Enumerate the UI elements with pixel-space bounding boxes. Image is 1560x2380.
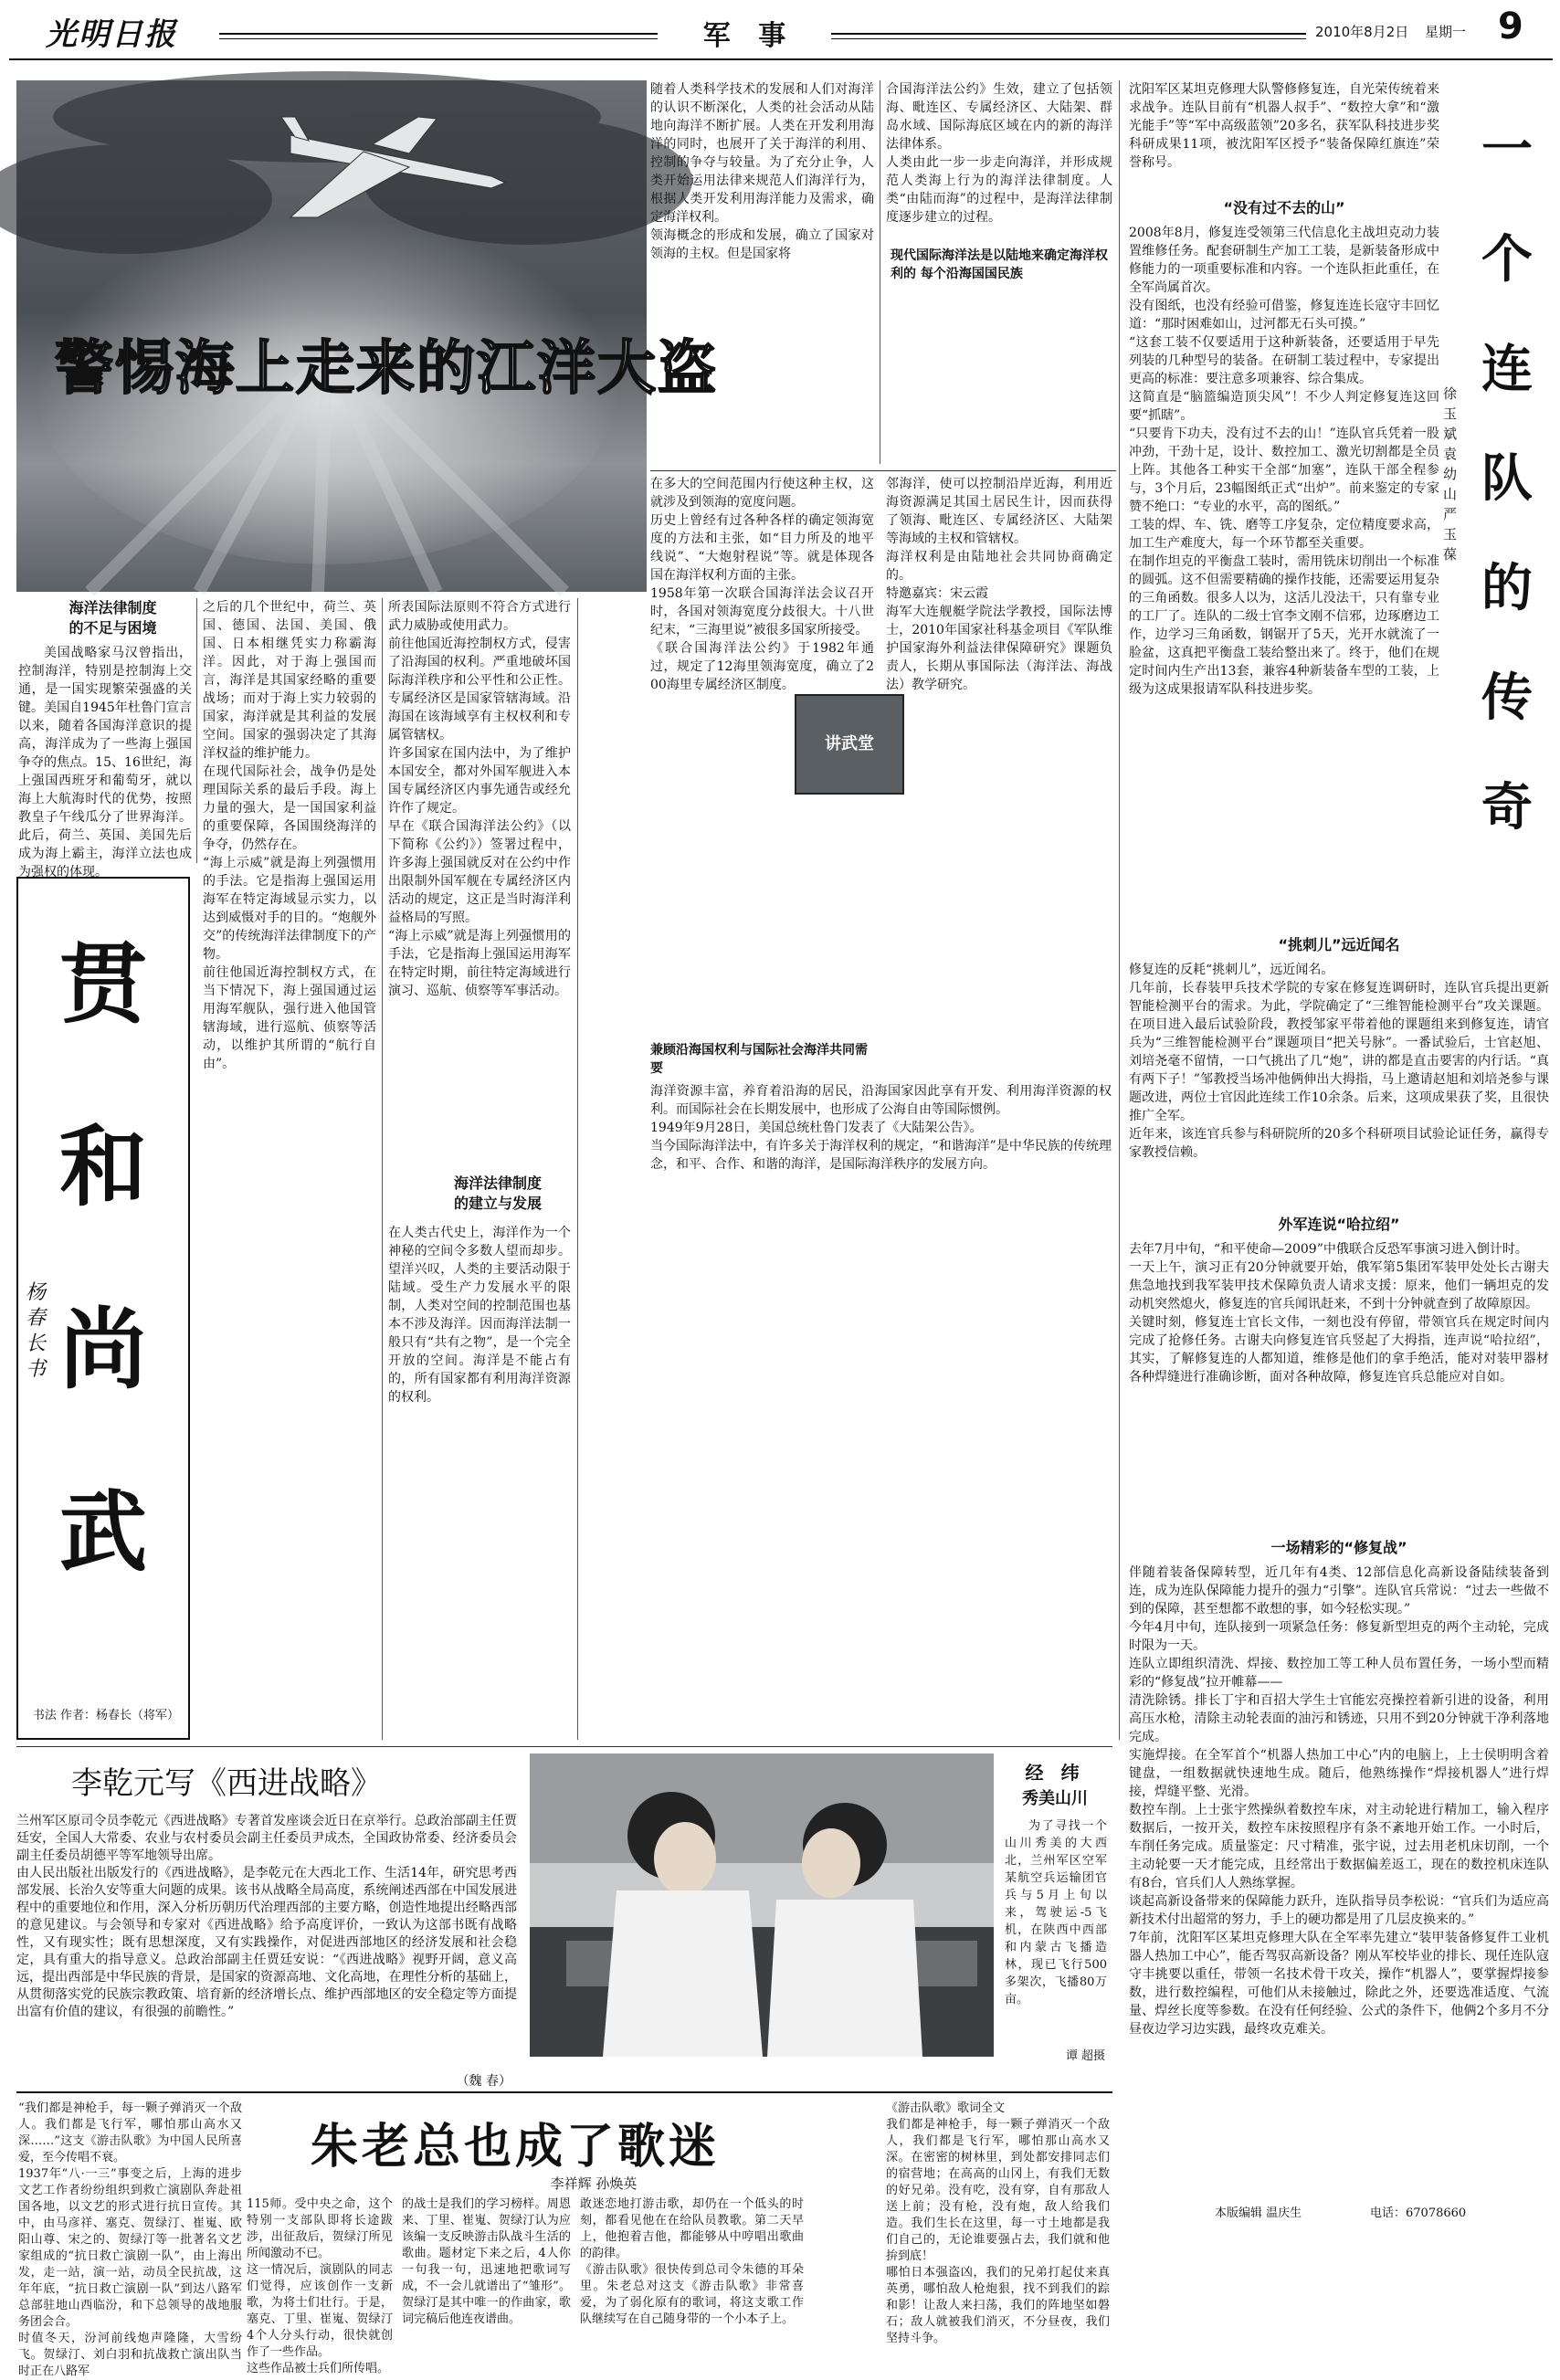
jingwei-body: 为了寻找一个山川秀美的大西北，兰州军区空军某航空兵运输团官兵与5月上旬以来，驾驶运-5飞机，在陕西中西部和内蒙古飞播造林，现已飞行500多架次，飞播80万亩。 [1005,1819,1107,2006]
title-char: 队 [1481,448,1533,509]
calligraphy-char-3: 尚 [59,1298,147,1401]
li-story-title: 李乾元写《西进战略》 [71,1765,382,1802]
jingwei-title: 经 纬 [1025,1762,1085,1784]
lead-col5b: 邻海洋，使可以控制沿岸近海，利用近海资源满足其国土居民生计，因而获得了领海、毗连区、专属经济区、大陆架等海域的主权和管辖权。 海洋权利是由陆地社会共同协商确定的。 特邀嘉宾：宋云霞 海军大连舰艇学院法学教授，国际法博士，2010年国家社科基金项目《军队维护国家海外利益法律保障研究》课题负责人，长期从事国际法（海洋法、海战法）教学研究。 [886,477,1112,692]
calligraphy-caption: 书法 作者：杨春长（将军） [32,1709,180,1722]
right-body-1: 2008年8月，修复连受领第三代信息化主战坦克动力装置维修任务。配套研制生产加工工装，是新装备形成中修能力的一项重要标准和内容。一个连队拒此重任，在全军尚属首次。 没有图纸，也没有经验可借鉴，修复连连长寇守丰回忆道：“那时困难如山，过河都无石头可摸。” “这套工装不仅要适用于这种新装备，还要适用于早先列装的几种型号的装备。在研制工装过程中，专家提出更高的标准：要注意多项兼容、综合集成。 这简直是“脑篮编造顶尖风”！不少人判定修复连这回要“抓瞎”。 “只要肯下功夫，没有过不去的山！”连队官兵凭着一股冲劲，干劲十足，设计、数控加工、激光切割都是全员上阵。其他各工种实干全部“加塞”，连队干部全程参与，3个月后，23幅图纸正式“出炉”。前来鉴定的专家赞不绝口：“专业的水平，高的图纸。” 工装的焊、车、铣、磨等工序复杂，定位精度要求高，加工生产难度大，每一个环节都至关重要。 在制作坦克的平衡盘工装时，需用铣床切削出一个标准的圆弧。这不但需要精确的操作技能，还需要运用复杂的三角函数。很多人以为，这活儿没法干，只有靠专业的工厂了。连队的二级士官李文刚不信邪，边琢磨边工作，边学习三角函数，钢锯开了5天，光开水就流了一脸盆，这真把平衡盘工装给整出来了。终于，他们在规定时间内生产出13套，兼容4种新装备车型的工装，上级为这成果报请军队科技进步奖。 [1129,226,1439,697]
lead-col1: 美国战略家马汉曾指出，控制海洋，特别是控制海上交通，是一国实现繁荣强盛的关键。美国自1945年杜鲁门宣言以来，随着各国海洋意识的提高，海洋成为了一些海上强国争夺的焦点。15、16世纪，海上强国西班牙和葡萄牙，就以海上大航海时代的优势，按照教皇子午线瓜分了世界海洋。此后，荷兰、英国、美国先后成为海上霸主，海洋立法也成为强权的体现。 [18,646,192,879]
li-story-author: （魏 春） [456,2074,511,2089]
newspaper-logo: 光明日报 [46,16,177,53]
title-char: 传 [1481,668,1533,728]
right-body-4: 伴随着装备保障转型，近几年有4类、12部信息化高新设备陆续装备到连，成为连队保障能力提升的强力“引擎”。连队官兵常说：“过去一些做不到的保障，甚至想都不敢想的事，如今轻松实现。” 今年4月中旬，连队接到一项紧急任务：修复新型坦克的两个主动轮，完成时限为一天。 连队立即组织清洗、焊接、数控加工等工种人员布置任务，一场小型而精彩的“修复战”拉开帷幕—— 清洗除锈。排长丁宇和百招大学生士官能宏亮操控着新引进的设备，利用高压水枪，清除主动轮表面的油污和锈迹，只用不到20分钟就干净利落地完成。 实施焊接。在全军首个“机器人热加工中心”内的电脑上，上士侯明明含着键盘，一组数据就快速地生成。随后，他熟练操作“焊接机器人”进行焊接，焊缝平整、光滑。 数控车削。上士张宇然操纵着数控车床，对主动轮进行精加工，输入程序数据后，一按开关，数控车床按照程序有条不紊地开始工作。一小时后，车削任务完成。质量鉴定：尺寸精准，张宇说，过去用老机床切削，一个主动轮要一天才能完成，且经常出于数据偏差返工，现在的数控机床连队有8台，官兵们人人熟练掌握。 谈起高新设备带来的保障能力跃升，连队指导员李松说：“官兵们为适应高新技术付出超常的努力，手上的硬功都是用了几层皮换来的。” 7年前，沈阳军区某坦克修理大队在全军率先建立“装甲装备修复件工业机器人热加工中心”，能否驾驭高新设备？刚从军校毕业的排长、现任连队寇守丰挑要以重任，带领一名技术骨干攻关，操作“机器人”，要掌握焊接参数，进行数控编程，可他们从未接触过，除此之外，还要选准适度、气流量、焊丝长度等参数。在没有任何经验、公式的条件下，他俩2个多月不分昼夜边学习边实践，最终攻克难关。 [1129,1565,1549,2037]
title-char: 奇 [1481,777,1533,837]
subhead-law-build: 海洋法律制度 的建立与发展 [453,1174,542,1212]
zhu-story-title: 朱老总也成了歌迷 [311,2119,721,2175]
calligraphy-char-1: 贯 [59,932,147,1036]
zhu-col1: “我们都是神枪手，每一颗子弹消灭一个敌人。我们都是飞行军，哪怕那山高水又深……”这支《游击队歌》为中国人民所喜爱，至今传唱不衰。 1937年“八·一三”事变之后，上海的进步文艺工作者纷纷组织到救亡演剧队奔赴祖国各地，以文艺的形式进行抗日宣传。其中，由马彦祥、塞克、贺绿汀、崔嵬、欧阳山尊、宋之的、贺绿汀等一批著名文艺家组成的“抗日救亡演剧一队”，由上海出发，走一站，演一站，动员全民抗战，这年年底，“抗日救亡演剧一队”到达八路军总部驻地山西临汾，和下总领导的战地服务团会合。 时值冬天，汾河前线炮声隆隆，大雪纷飞。贺绿汀、刘白羽和抗战救亡演出队当时正在八路军 [18,2101,242,2378]
title-char: 一 [1481,120,1533,180]
jingwei-subtitle: 秀美山川 [1022,1789,1088,1808]
section-title: 军 事 [702,20,796,52]
right-body-2: 修复连的反耗“挑刺儿”，远近闻名。 几年前，长春装甲兵技术学院的专家在修复连调研时，连队官兵提出更新智能检测平台的需求。为此，学院确定了“三维智能检测平台”攻关课题。在项目进入最后试验阶段，教授邹家平带着他的课题组来到修复连，请官兵为“三维智能检测平台”课题项目“把关号脉”。一番试验后，士官赵旭、刘培尧毫不留情，一口气挑出了几“炮”，讲的都是直击要害的内行话。“真有两下子！”邹教授当场冲他俩伸出大拇指，马上邀请赵旭和刘培尧参与课题改进，两位士官因此连续工作10余条。后来，这项成果获了奖，且很快推广全军。 近年来，该连官兵参与科研院所的20多个科研项目试验论证任务，赢得专家教授信赖。 [1129,963,1549,1160]
lead-col3: 所表国际法原则不符合方式进行武力威胁或使用武力。 前往他国近海控制权方式，侵害了沿海国的权利。严重地破坏国际海洋秩序和公平性和公正性。专属经济区是国家管辖海域。沿海国在该海域享有主权权利和专属管辖权。 许多国家在国内法中，为了维护本国安全，都对外国军舰进入本国专属经济区内事先通告或经允许作了规定。 早在《联合国海洋法公约》（以下简称《公约》）签署过程中，许多海上强国就反对在公约中作出限制外国军舰在专属经济区内活动的规定，这正是当时海洋利益格局的写照。 “海上示威”就是海上列强惯用的手法，它是指海上强国运用海军在特定时期，前往特定海域进行演习、巡航、侦察等军事活动。 [388,600,571,998]
lead-col3b: 在人类古代史上，海洋作为一个神秘的空间令多数人望而却步。望洋兴叹，人类的主要活动限于陆域。受生产力发展水平的限制，人类对空间的控制范围也基本不涉及海洋。因而海洋法制一般只有“共有之物”，是一个完全开放的空间。海洋是不能占有的，所有国家都有利用海洋资源的权利。 [388,1226,571,1405]
right-subhead-2: “挑刺儿”远近闻名 [1278,936,1400,953]
subhead-balance: 兼顾沿海国权利与国际社会海洋共同需要 [650,1043,868,1076]
lead-col4b: 在多大的空间范围内行使这种主权，这就涉及到领海的宽度问题。 历史上曾经有过各种各样的确定领海宽度的方法和主张，如“目力所及的地平线说”、“大炮射程说”等。就是体现各国在海洋权利方面的主张。 1958年第一次联合国海洋法会议召开时，各国对领海宽度分歧很大。十八世纪末，“三海里说”被很多国家所接受。 《联合国海洋法公约》于1982年通过，规定了12海里领海宽度，确立了200海里专属经济区制度。 [650,477,874,692]
jingwei-credit: 谭 超摄 [1065,2049,1105,2063]
calligraphy-box [16,877,190,1740]
jiangwutang-label: 讲武堂 [825,734,874,753]
zhu-col2: 115师。受中央之命，这个特别一支部队即将长途跋涉，出征敌后，贺绿汀所见所闻激动不已。 这一情况后，演剧队的同志们觉得，应该创作一支新歌，为将士们壮行。于是，塞克、丁里、崔嵬、贺绿汀4个人分头行动，很快就创作了一些作品。 这些作品被士兵们所传唱。 [247,2197,393,2375]
title-char: 的 [1481,558,1533,618]
right-intro: 沈阳军区某坦克修理大队警修修复连，自光荣传统着来求战争。连队目前有“机器人叔手”、“数控大拿”和“激光能手”等“军中高级蓝领”20多名，获军队科技进步奖科研成果11项，被沈阳军区授予“装备保障红旗连”荣誉称号。 [1129,82,1439,170]
lead-col2: 之后的几个世纪中，荷兰、英国、德国、法国、美国、俄国、日本相继凭实力称霸海洋。因此，对于海上强国而言，海洋是其国家经略的重要战场；而对于海上实力较弱的国家，海洋就是其利益的发展空间。国家的强弱决定了其海洋权益的维护能力。 在现代国际社会，战争仍是处理国际关系的最后手段。海上力量的强大，是一国国家利益的重要保障，各国围绕海洋的争夺，仍然存在。 “海上示威”就是海上列强惯用的手法。它是指海上强国运用海军在特定海域显示实力，以达到威慑对手的目的。“炮舰外交”的传统海洋法律制度下的产物。 前往他国近海控制权方式，在当下情况下，海上强国通过运用海军舰队，强行进入他国管辖海域，进行巡航、侦察等活动，以维护其所谓的“航行自由”。 [203,600,376,1071]
right-subhead-3: 外军连说“哈拉绍” [1278,1216,1400,1233]
right-subhead-4: 一场精彩的“修复战” [1270,1539,1407,1556]
zhu-col4: 敢迷恋地打游击歌，却仍在一个低头的时刻，都看见他在在给队员教歌。第二天早上，他抱着吉他，都能够从中哼唱出歌曲的韵律。 《游击队歌》很快传到总司令朱德的耳朵里。朱老总对这支《游击队歌》非常喜爱，为了弱化原有的歌词，将这支歌工作队继续写在自己随身带的一个小本子上。 [580,2197,804,2326]
lead-col5c: 海洋资源丰富，养育着沿海的居民，沿海国家因此享有开发、利用海洋资源的权利。而国际社会在长期发展中，也形成了公海自由等国际惯例。 1949年9月28日，美国总统杜鲁门发表了《大陆架公告》。 当今国际海洋法中，有许多关于海洋权利的规定，“和谐海洋”是中华民族的传统理念，和平、合作、和谐的海洋，是国际海洋秩序的发展方向。 [650,1084,1112,1172]
li-story-body: 兰州军区原司令员李乾元《西进战略》专著首发座谈会近日在京举行。总政治部副主任贾廷安，全国人大常委、农业与农村委员会副主任委员尹成杰，全国政协常委、经济委员会副主任委员胡德平等军地领导出席。 由人民出版社出版发行的《西进战略》，是李乾元在大西北工作、生活14年，研究思考西部发展、长治久安等重大问题的成果。该书从战略全局高度，系统阐述西部在中国发展进程中的重要地位和作用，深入分析历朝历代治理西部的主要方略，创造性地提出经略西部的意见建议。与会领导和专家对《西进战略》给予高度评价，一致认为这部书既有战略性，又有现实性；既有思想深度，又有实践操作，对促进西部地区的经济发展和社会稳定，具有重大的指导意义。总政治部副主任贾廷安说：“《西进战略》视野开阔，意义高远，提出西部是中华民族的背景，是国家的资源高地、文化高地，在理性分析的基础上，从贯彻落实党的民族宗教政策、培育新的经济增长点、维护西部地区的安全稳定等方面提出富有价值的建议，有很强的前瞻性。” [16,1814,517,2019]
calligraphy-char-2: 和 [59,1115,147,1218]
calligraphy-char-4: 武 [59,1480,147,1584]
zhu-story-authors: 李祥辉 孙焕英 [550,2175,638,2192]
title-char: 连 [1481,339,1533,399]
zhu-col5: 《游击队歌》歌词全文 我们都是神枪手，每一颗子弹消灭一个敌人，我们都是飞行军，哪怕那山高水又深。在密密的树林里，到处都安排同志们的宿营地；在高高的山冈上，有我们无数的好兄弟。没有吃，没有穿，自有那敌人送上前；没有枪，没有炮，敌人给我们造。我们生长在这里，每一寸土地都是我们自己的，无论谁要强占去，我们就和他拚到底！ 哪怕日本强盗凶，我们的兄弟打起仗来真英勇，哪怕敌人枪炮狠，找不到我们的踪和影！让敌人来扫荡，我们的阵地坚如磐石；敌人就被我们消灭，不分昼夜，我们坚持斗争。 [886,2101,1110,2345]
right-body-3: 去年7月中旬，“和平使命—2009”中俄联合反恐军事演习进入倒计时。 一天上午，演习正有20分钟就要开始，俄军第5集团军装甲处处长古谢夫焦急地找到我军装甲技术保障负责人请求支援：原来，他们一辆坦克的发动机突然熄火，修复连的官兵闻讯赶来，不到十分钟就查到了故障原因。 关键时刻，修复连士官长文伟，一刻也没有停留，带领官兵在规定时间内完成了抢修任务。古谢夫向修复连官兵竖起了大拇指，连声说“哈拉绍”，其实，了解修复连的人都知道，维修是他们的拿手绝活，能对对装甲器材各种焊缝进行准确诊断，面对各种故障，修复连官兵总能应对自如。 [1129,1242,1549,1385]
page-number: 9 [1498,5,1523,47]
lead-headline: 警惕海上走来的江洋大盗 [55,334,718,403]
right-authors: 徐玉斌 袁幼山 严玉葆 [1443,385,1458,563]
lead-col5: 合国海洋法公约》生效，建立了包括领海、毗连区、专属经济区、大陆架、群岛水域、国际海底区域在内的新的海洋法律体系。 人类由此一步一步走向海洋，并形成规范人类海上行为的海洋法律制度。人类“由陆而海”的过程中，是海洋法律制度逐步建立的过程。 [886,82,1112,225]
issue-date: 2010年8月2日 [1315,24,1409,40]
footer-phone: 电话：67078660 [1370,2206,1467,2220]
subhead-modern-law: 现代国际海洋法是以陆地来确定海洋权利的 每个沿海国国民族 [891,248,1108,281]
jingwei-photo [530,1753,994,2057]
right-title [1466,110,1548,913]
title-char: 个 [1481,229,1533,290]
footer-editor: 本版编辑 温庆生 [1215,2206,1302,2220]
subhead-law-dilemma: 海洋法律制度 的不足与困境 [69,599,157,637]
zhu-col3: 的战士是我们的学习榜样。周恩来、丁里、崔嵬、贺绿汀认为应该编一支反映游击队战斗生活的歌曲。题材定下来之后，4人你一句我一句，迅速地把歌词写成，不一会儿就谱出了“雏形”。贺绿汀是其中唯一的作曲家，歌词完稿后他连夜谱曲。 [402,2197,571,2326]
calligraphy-signature: 杨春长书 [26,1281,47,1381]
cockpit-pilots-photo [530,1753,994,2057]
right-subhead-1: “没有过不去的山” [1223,199,1345,216]
lead-col4: 随着人类科学技术的发展和人们对海洋的认识不断深化，人类的社会活动从陆地向海洋不断扩展。人类在开发利用海洋的同时，也展开了关于海洋的利用、控制的争夺与较量。为了充分止争，人类开始运用法律来规范人们海洋行为，根据人类开发利用海洋能力及需求，确定海洋权利。 领海概念的形成和发展，确立了国家对领海的主权。但是国家将 [650,82,874,261]
masthead [0,0,1560,55]
issue-weekday: 星期一 [1425,24,1467,40]
